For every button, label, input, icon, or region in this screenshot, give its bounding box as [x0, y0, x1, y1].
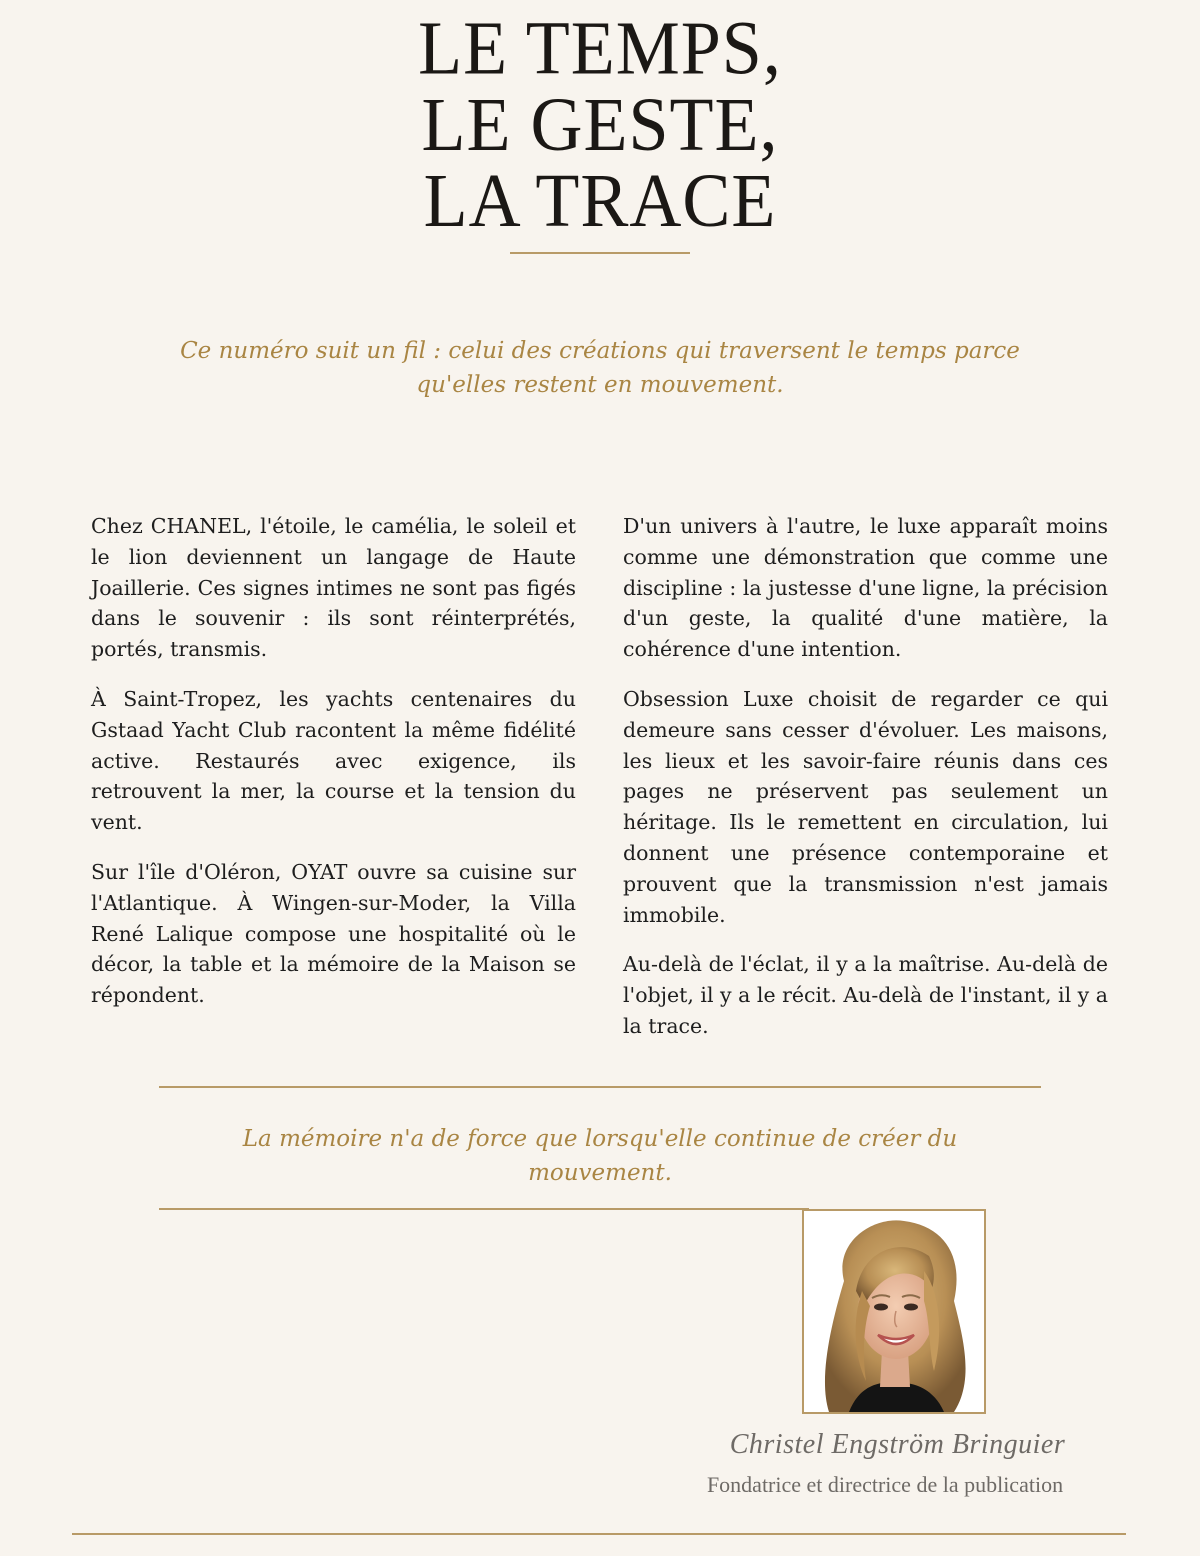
title-divider — [510, 252, 690, 254]
paragraph: Au-delà de l'éclat, il y a la maîtrise. Au-delà de l'objet, il y a le récit. Au-delà de l'instant, il y a la trace. — [623, 952, 1108, 1038]
left-column — [91, 511, 576, 1030]
portrait-image — [804, 1211, 984, 1412]
paragraph: Chez CHANEL, l'étoile, le camélia, le soleil et le lion deviennent un langage de Haute Joaillerie. Ces signes intimes ne sont pas figés dans le souvenir : ils sont réinterprétés, portés, transmis. — [91, 514, 576, 662]
right-column — [623, 511, 1108, 1061]
quote-divider-top — [159, 1086, 1041, 1088]
intro-text: Ce numéro suit un fil : celui des créations qui traversent le temps parce qu'elles restent en mouvement. — [180, 338, 1020, 398]
paragraph: Sur l'île d'Oléron, OYAT ouvre sa cuisine sur l'Atlantique. À Wingen-sur-Moder, la Villa René Lalique compose une hospitalité où le décor, la table et la mémoire de la Maison se répondent. — [91, 859, 576, 1008]
paragraph: D'un univers à l'autre, le luxe apparaît moins comme une démonstration que comme une discipline : la justesse d'une ligne, la précision d'un geste, la qualité d'une matière, la cohérence d'une intention. — [623, 514, 1108, 662]
title-line-3: LA TRACE — [423, 158, 777, 244]
author-portrait — [802, 1209, 986, 1414]
author-name: Christel Engström Bringuier — [729, 1429, 1066, 1460]
quote-divider-bottom — [159, 1208, 809, 1210]
title-line-1: LE TEMPS, — [418, 5, 782, 91]
author-role: Fondatrice et directrice de la publication — [706, 1472, 1064, 1497]
title-line-2: LE GESTE, — [421, 82, 779, 167]
paragraph: Obsession Luxe choisit de regarder ce qui demeure sans cesser d'évoluer. Les maisons, les lieux et les savoir-faire réunis dans ces pages ne préservent pas seulement un héritage. Ils le remettent en circulation, lui donnent une présence contemporaine et prouvent que la transmission n'est jamais immobile. — [623, 686, 1108, 927]
paragraph: À Saint-Tropez, les yachts centenaires du Gstaad Yacht Club racontent la même fidélité active. Restaurés avec exigence, ils retrouvent la mer, la course et la tension du vent. — [91, 686, 576, 835]
page-title — [0, 5, 1200, 244]
pull-quote: La mémoire n'a de force que lorsqu'elle continue de créer du mouvement. — [242, 1126, 958, 1186]
footer-divider — [72, 1533, 1126, 1535]
